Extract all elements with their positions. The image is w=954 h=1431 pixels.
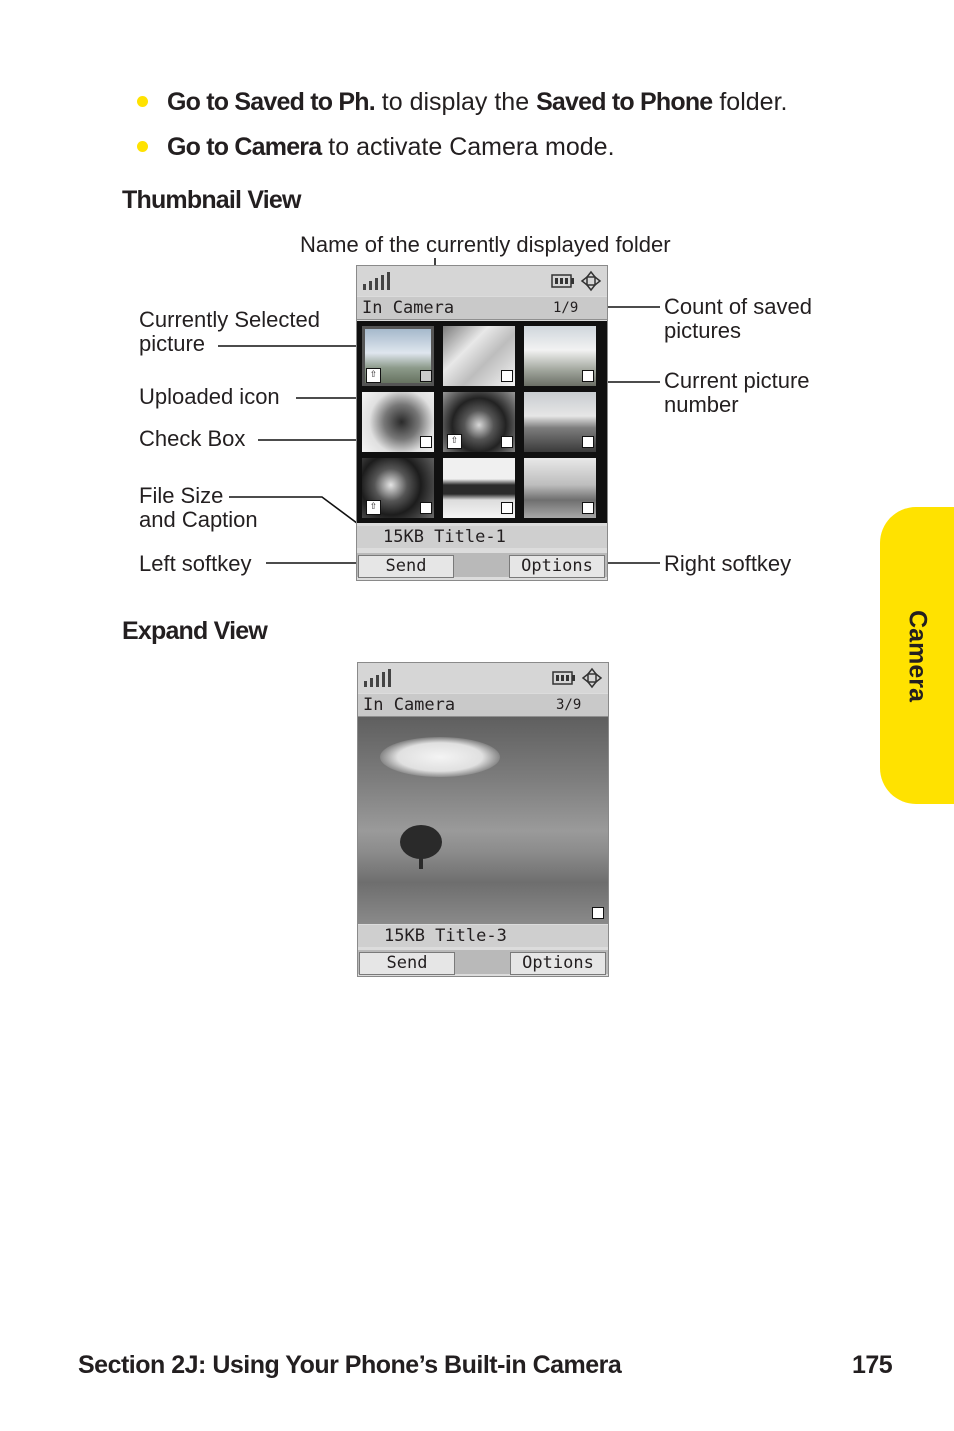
section-side-tab bbox=[880, 507, 954, 804]
callout-check-box: Check Box bbox=[139, 426, 246, 451]
title-bar bbox=[357, 297, 607, 320]
navigation-icon bbox=[581, 667, 603, 689]
callout-line: number bbox=[664, 392, 739, 417]
callout-line: Count of saved bbox=[664, 294, 812, 319]
check-box[interactable] bbox=[420, 436, 432, 448]
thumbnail[interactable] bbox=[362, 392, 434, 452]
check-box[interactable] bbox=[582, 436, 594, 448]
check-box[interactable] bbox=[420, 502, 432, 514]
expand-view-heading: Expand View bbox=[122, 617, 267, 645]
softkey-bar bbox=[357, 553, 607, 577]
battery-icon bbox=[551, 273, 575, 289]
left-softkey[interactable]: Send bbox=[358, 555, 454, 578]
file-size-caption: 15KB Title-3 bbox=[358, 925, 608, 947]
uploaded-icon: ⇧ bbox=[366, 500, 381, 515]
status-bar bbox=[358, 663, 608, 693]
thumbnail[interactable] bbox=[524, 458, 596, 518]
check-box[interactable] bbox=[420, 370, 432, 382]
side-tab-label: Camera bbox=[903, 609, 932, 702]
expanded-picture[interactable] bbox=[358, 717, 608, 924]
status-bar bbox=[357, 266, 607, 296]
thumbnail[interactable] bbox=[443, 392, 515, 452]
bullet-bold: Go to Camera bbox=[167, 133, 322, 161]
thumbnail[interactable] bbox=[443, 326, 515, 386]
page-number: 175 bbox=[852, 1351, 893, 1379]
picture-counter: 3/9 bbox=[556, 697, 582, 713]
title-bar bbox=[358, 694, 608, 717]
callout-left-softkey: Left softkey bbox=[139, 551, 252, 576]
callout-selected-picture bbox=[139, 308, 320, 356]
uploaded-icon: ⇧ bbox=[447, 434, 462, 449]
thumbnail-selected[interactable] bbox=[362, 326, 434, 386]
navigation-icon bbox=[580, 270, 602, 292]
bullet-bold: Go to Saved to Ph. bbox=[167, 88, 375, 116]
cloud bbox=[380, 737, 500, 777]
check-box[interactable] bbox=[582, 370, 594, 382]
phone-expand-screen bbox=[357, 662, 609, 977]
check-box[interactable] bbox=[501, 370, 513, 382]
callout-line: and Caption bbox=[139, 507, 258, 532]
callout-count-saved bbox=[664, 295, 812, 343]
uploaded-icon: ⇧ bbox=[366, 368, 381, 383]
callout-right-softkey: Right softkey bbox=[664, 551, 792, 576]
callout-line: Currently Selected bbox=[139, 307, 320, 332]
callout-folder-name: Name of the currently displayed folder bbox=[300, 232, 671, 257]
right-softkey[interactable]: Options bbox=[509, 555, 605, 578]
bullet-text: to activate Camera mode. bbox=[321, 133, 615, 161]
file-size-caption: 15KB Title-1 bbox=[357, 526, 607, 548]
check-box[interactable] bbox=[582, 502, 594, 514]
softkey-bar bbox=[358, 950, 608, 974]
callout-line: Current picture bbox=[664, 368, 810, 393]
bullet-text: to display the bbox=[374, 88, 537, 116]
thumbnail[interactable] bbox=[362, 458, 434, 518]
callout-line: pictures bbox=[664, 318, 742, 343]
folder-name: In Camera bbox=[363, 695, 456, 715]
check-box[interactable] bbox=[501, 502, 513, 514]
footer-section-title: Section 2J: Using Your Phone’s Built-in Camera bbox=[78, 1351, 622, 1379]
check-box[interactable] bbox=[501, 436, 513, 448]
folder-name: In Camera bbox=[362, 298, 455, 318]
picture-counter: 1/9 bbox=[553, 300, 579, 316]
check-box[interactable] bbox=[592, 907, 604, 919]
callout-uploaded-icon: Uploaded icon bbox=[139, 384, 280, 409]
callout-file-size bbox=[139, 484, 258, 532]
phone-thumbnail-screen bbox=[356, 265, 608, 581]
thumbnail-grid bbox=[357, 321, 607, 523]
callout-current-picture bbox=[664, 369, 810, 417]
left-softkey[interactable]: Send bbox=[359, 952, 455, 975]
bullet-bold-2: Saved to Phone bbox=[536, 88, 713, 116]
tree-trunk bbox=[419, 855, 423, 869]
thumbnail-view-heading: Thumbnail View bbox=[122, 186, 301, 214]
callout-line: File Size bbox=[139, 483, 224, 508]
battery-icon bbox=[552, 670, 576, 686]
right-softkey[interactable]: Options bbox=[510, 952, 606, 975]
thumbnail[interactable] bbox=[524, 326, 596, 386]
bullet-text-2: folder. bbox=[712, 88, 788, 116]
signal-icon bbox=[362, 667, 398, 689]
callout-line: picture bbox=[139, 331, 206, 356]
signal-icon bbox=[361, 270, 397, 292]
thumbnail[interactable] bbox=[524, 392, 596, 452]
tree bbox=[400, 825, 442, 859]
thumbnail[interactable] bbox=[443, 458, 515, 518]
